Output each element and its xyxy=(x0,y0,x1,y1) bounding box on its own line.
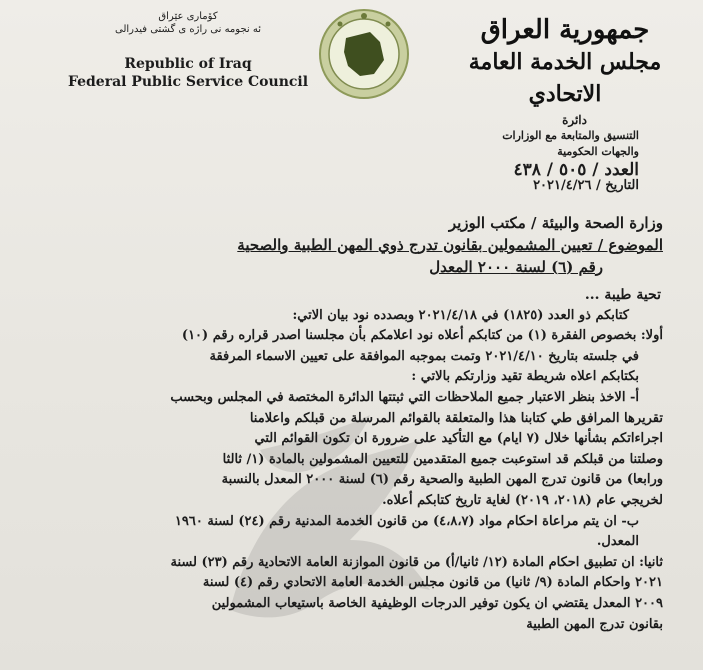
kurdish-title-line1: کۆماری عێراق xyxy=(158,11,218,22)
department-name-line1: التنسيق والمتابعة مع الوزارات xyxy=(502,129,639,142)
first-point-line1: أولا: بخصوص الفقرة (١) من كتابكم أعلاه نود اعلامكم بأن مجلسنا اصدر قراره رقم (١٠) xyxy=(181,328,663,344)
kurdish-title-line2: ئه نجومه نی راژه ی گشتی فیدرالی xyxy=(114,24,262,35)
arabic-republic-title: جمهورية العراق xyxy=(480,15,650,45)
reference-number-label: العدد / ٥٠٥ / xyxy=(546,160,639,180)
reference-number-value: ٤٣٨ xyxy=(513,160,541,180)
department-name-line2: والجهات الحكومية xyxy=(557,145,639,158)
reference-date xyxy=(419,178,639,194)
council-seal-logo xyxy=(318,8,410,100)
item-b-line2: المعدل. xyxy=(596,534,639,550)
department-label: دائرة xyxy=(562,113,587,127)
english-republic-title: Republic of Iraq xyxy=(124,56,252,72)
arabic-letterhead xyxy=(445,14,685,110)
first-point-line2: في جلسته بتاريخ ٢٠٢١/٤/١٠ وتمت بموجبه الموافقة على تعيين الاسماء المرفقة xyxy=(209,348,639,364)
subject-line1: الموضوع / تعيين المشمولين بقانون تدرج ذوي المهن الطبية والصحية xyxy=(237,236,663,254)
letter-body xyxy=(23,285,663,635)
item-b-line1: ب- ان يتم مراعاة احكام مواد (٤،٨،٧) من قانون الخدمة المدنية رقم (٢٤) لسنة ١٩٦٠ xyxy=(174,513,639,529)
reference-number xyxy=(419,162,639,178)
english-letterhead xyxy=(58,10,318,90)
item-a-line3: اجراءاتكم بشأنها خلال (٧ ايام) مع التأكيد على ضرورة ان تكون القوائم التي xyxy=(254,431,663,447)
reference-date-value: ٢٠٢١/٤/٢٦ xyxy=(533,178,592,193)
greeting: تحية طيبة ... xyxy=(584,287,661,303)
subject-block xyxy=(143,234,663,278)
second-point-line2: ٢٠٢١ واحكام المادة (٩/ ثانيا) من قانون مجلس الخدمة العامة الاتحادي رقم (٤) لسنة xyxy=(202,575,663,591)
second-point-line4: بقانون تدرج المهن الطبية xyxy=(526,616,663,632)
item-a-line2: تقريرها المرافق طي كتابنا هذا والمتعلقة بالقوائم المرسلة من قبلكم واعلامنا xyxy=(249,410,663,426)
item-a-line4: وصلتنا من قبلكم قد استوعبت جميع المتقدمين للتعيين المشمولين بالمادة (١/ ثالثا xyxy=(222,451,663,467)
second-point-line3: ٢٠٠٩ المعدل يقتضي ان يكون توفير الدرجات الوظيفية الخاصة باستيعاب المشمولين xyxy=(211,595,663,611)
item-a-line6: لخريجي عام (٢٠١٨، ٢٠١٩) لغاية تاريخ كتابكم أعلاه. xyxy=(382,492,663,508)
arabic-council-title: مجلس الخدمة العامة الاتحادي xyxy=(468,49,662,107)
intro-line: كتابكم ذو العدد (١٨٢٥) في ٢٠٢١/٤/١٨ وبصدده نود بيان الاتي: xyxy=(292,307,629,323)
item-a-line5: ورابعا) من قانون تدرج المهن الطبية والصحية رقم (٦) لسنة ٢٠٠٠ المعدل بالنسبة xyxy=(221,472,663,488)
item-a-line1: أ- الاخذ بنظر الاعتبار جميع الملاحظات التي ثبتتها الدائرة المختصة في المجلس وبحسب xyxy=(170,389,639,405)
recipient-line: وزارة الصحة والبيئة / مكتب الوزير xyxy=(448,214,663,232)
subject-line2: رقم (٦) لسنة ٢٠٠٠ المعدل xyxy=(429,258,603,276)
first-point-line3: بكتابكم اعلاه شريطة تقيد وزارتكم بالاتي : xyxy=(411,369,639,385)
english-council-title: Federal Public Service Council xyxy=(67,74,309,90)
reference-date-label: التاريخ / xyxy=(595,178,639,193)
second-point-line1: ثانيا: ان تطبيق احكام المادة (١٢/ ثانيا/أ) من قانون الموازنة العامة الاتحادية رقم (٢٣) لسنة xyxy=(170,554,663,570)
department-block xyxy=(419,112,639,194)
